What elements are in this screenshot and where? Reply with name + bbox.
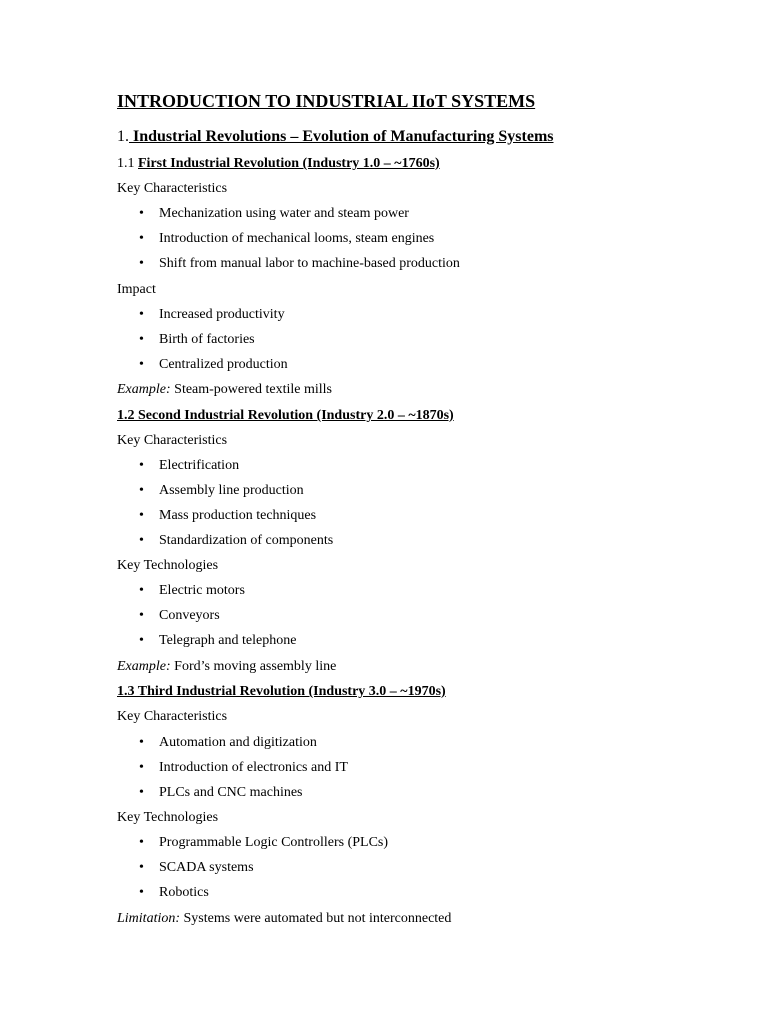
s1-2-key-characteristics-label: Key Characteristics <box>117 433 228 448</box>
list-item: • Assembly line production <box>159 482 304 500</box>
section-1-2-heading <box>117 407 454 425</box>
limitation-text: Systems were automated but not interconnected <box>180 911 452 926</box>
list-item: • Electrification <box>159 457 239 475</box>
document-title: INTRODUCTION TO INDUSTRIAL IIoT SYSTEMS <box>117 91 536 111</box>
section-1-1-number: 1.1 <box>117 156 138 171</box>
example-text: Ford’s moving assembly line <box>170 659 337 674</box>
s1-2-example <box>117 658 336 676</box>
s1-2-key-technologies-label: Key Technologies <box>117 558 219 573</box>
list-item: • Programmable Logic Controllers (PLCs) <box>159 834 388 852</box>
list-item: • Centralized production <box>159 356 288 374</box>
section-1-heading <box>117 127 554 147</box>
list-item: • Introduction of electronics and IT <box>159 759 348 777</box>
example-text: Steam-powered textile mills <box>170 382 333 397</box>
example-label: Example: <box>117 382 171 397</box>
example-label: Example: <box>117 659 171 674</box>
list-item: • Birth of factories <box>159 331 255 349</box>
section-1-1-title: First Industrial Revolution (Industry 1.0 – ~1760s) <box>138 156 440 171</box>
list-item: • Shift from manual labor to machine-based production <box>159 255 460 273</box>
limitation-label: Limitation: <box>117 911 181 926</box>
s1-1-impact-label: Impact <box>117 282 156 297</box>
list-item: • Conveyors <box>159 607 220 625</box>
list-item: • Automation and digitization <box>159 734 317 752</box>
section-1-number: 1. <box>117 128 129 145</box>
list-item: • PLCs and CNC machines <box>159 784 303 802</box>
s1-1-key-characteristics-label: Key Characteristics <box>117 181 228 196</box>
list-item: • Electric motors <box>159 582 245 600</box>
list-item: • Mass production techniques <box>159 507 316 525</box>
list-item: • Increased productivity <box>159 306 285 324</box>
section-1-1-heading <box>117 155 440 173</box>
section-1-2-title: 1.2 Second Industrial Revolution (Industry 2.0 – ~1870s) <box>117 408 454 423</box>
section-1-title: Industrial Revolutions – Evolution of Manufacturing Systems <box>129 128 554 145</box>
list-item: • Introduction of mechanical looms, steam engines <box>159 230 434 248</box>
s1-3-key-characteristics-label: Key Characteristics <box>117 709 228 724</box>
s1-3-limitation <box>117 910 451 928</box>
list-item: • Telegraph and telephone <box>159 632 296 650</box>
s1-1-example <box>117 381 332 399</box>
list-item: • SCADA systems <box>159 859 254 877</box>
list-item: • Standardization of components <box>159 532 333 550</box>
s1-3-key-technologies-label: Key Technologies <box>117 810 219 825</box>
list-item: • Mechanization using water and steam power <box>159 205 409 223</box>
list-item: • Robotics <box>159 884 209 902</box>
section-1-3-title: 1.3 Third Industrial Revolution (Industry 3.0 – ~1970s) <box>117 684 446 699</box>
section-1-3-heading <box>117 683 446 701</box>
